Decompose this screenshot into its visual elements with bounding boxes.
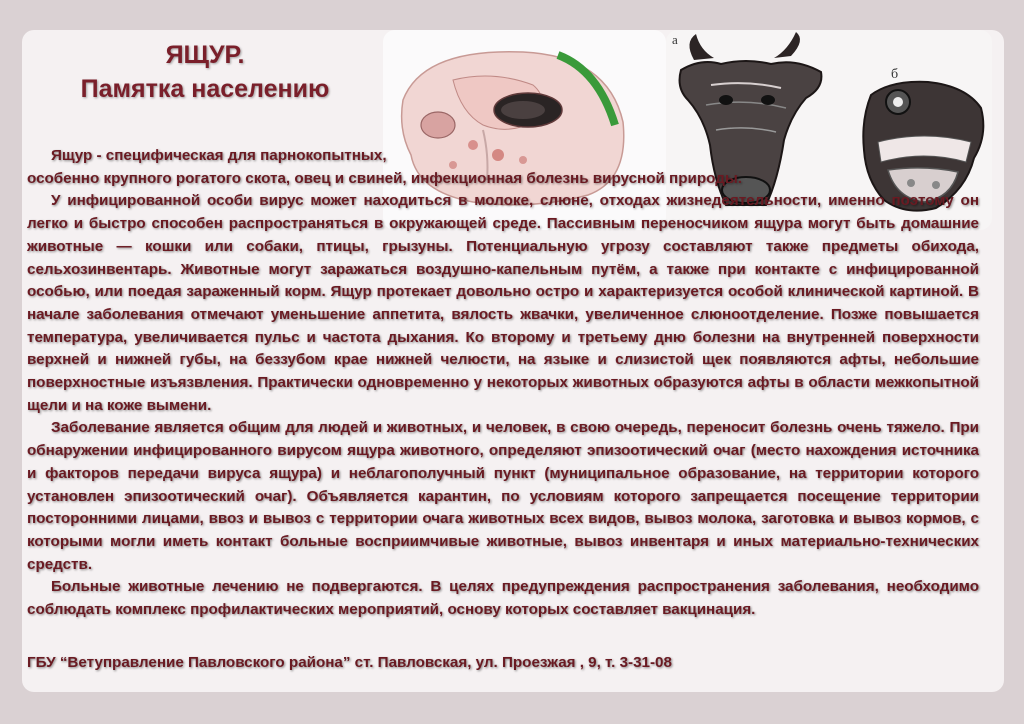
contact-footer: ГБУ “Ветуправление Павловского района” ст. Павловская, ул. Проезжая , 9, т. 3-31-08 bbox=[27, 654, 672, 671]
sketch-label-b: б bbox=[891, 67, 899, 82]
leaflet-body bbox=[27, 145, 979, 622]
title-line-2: Памятка населению bbox=[80, 75, 330, 103]
title-line-1: ЯЩУР. bbox=[165, 41, 245, 69]
leaflet-title bbox=[30, 38, 380, 106]
sketch-label-a: а bbox=[672, 32, 678, 47]
paragraph-prevention: Больные животные лечению не подвергаются. В целях предупреждения распространения заболевания, необходимо соблюдать комплекс профилактических мероприятий, основу которых составляет вакцинация. bbox=[27, 578, 979, 619]
paragraph-quarantine: Заболевание является общим для людей и животных, и человек, в свою очередь, переносит болезнь очень тяжело. При обнаружении инфицированного вирусом ящура животного, определяют эпизоотический очаг (место нахождения источника и факторов передачи вируса ящура) и неблагополучный пункт (муниципальное образование, на территории которого установлен эпизоотический очаг). Объявляется карантин, по условиям которого запрещается посещение территории посторонними лицами, ввоз и вывоз с территории очага животных всех видов, вывоз молока, заготовка и вывоз кормов, с которыми могли иметь контакт больные восприимчивые животные, вывоз инвентаря и иных материально-технических средств. bbox=[27, 419, 979, 573]
paragraph-intro-line-1: Ящур - специфическая для парнокопытных, bbox=[51, 147, 387, 164]
paragraph-intro-line-2: особенно крупного рогатого скота, овец и свиней, инфекционная болезнь вирусной природы. bbox=[27, 169, 743, 187]
paragraph-transmission: У инфицированной особи вирус может находиться в молоке, слюне, отходах жизнедеятельности, именно поэтому он легко и быстро способен распространяться в окружающей среде. Пассивным переносчиком ящура могут быть домашние животные — кошки или собаки, птицы, грызуны. Потенциальную угрозу составляют также предметы обихода, сельхозинвентарь. Животные могут заражаться воздушно-капельным путём, а также при контакте с инфицированной особью, или поедая зараженный корм. Ящур протекает довольно остро и характеризуется особой клинической картиной. В начале заболевания отмечают уменьшение аппетита, вялость жвачки, увеличенное слюноотделение. Позже повышается температура, увеличивается пульс и частота дыхания. Ко второму и третьему дню болезни на внутренней поверхности верхней и нижней губы, на беззубом крае нижней челюсти, на языке и слизистой щек появляются афты, небольшие поверхностные изъязвления. Практически одновременно у некоторых животных образуются афты в области межкопытной щели и на коже вымени. bbox=[27, 192, 979, 414]
